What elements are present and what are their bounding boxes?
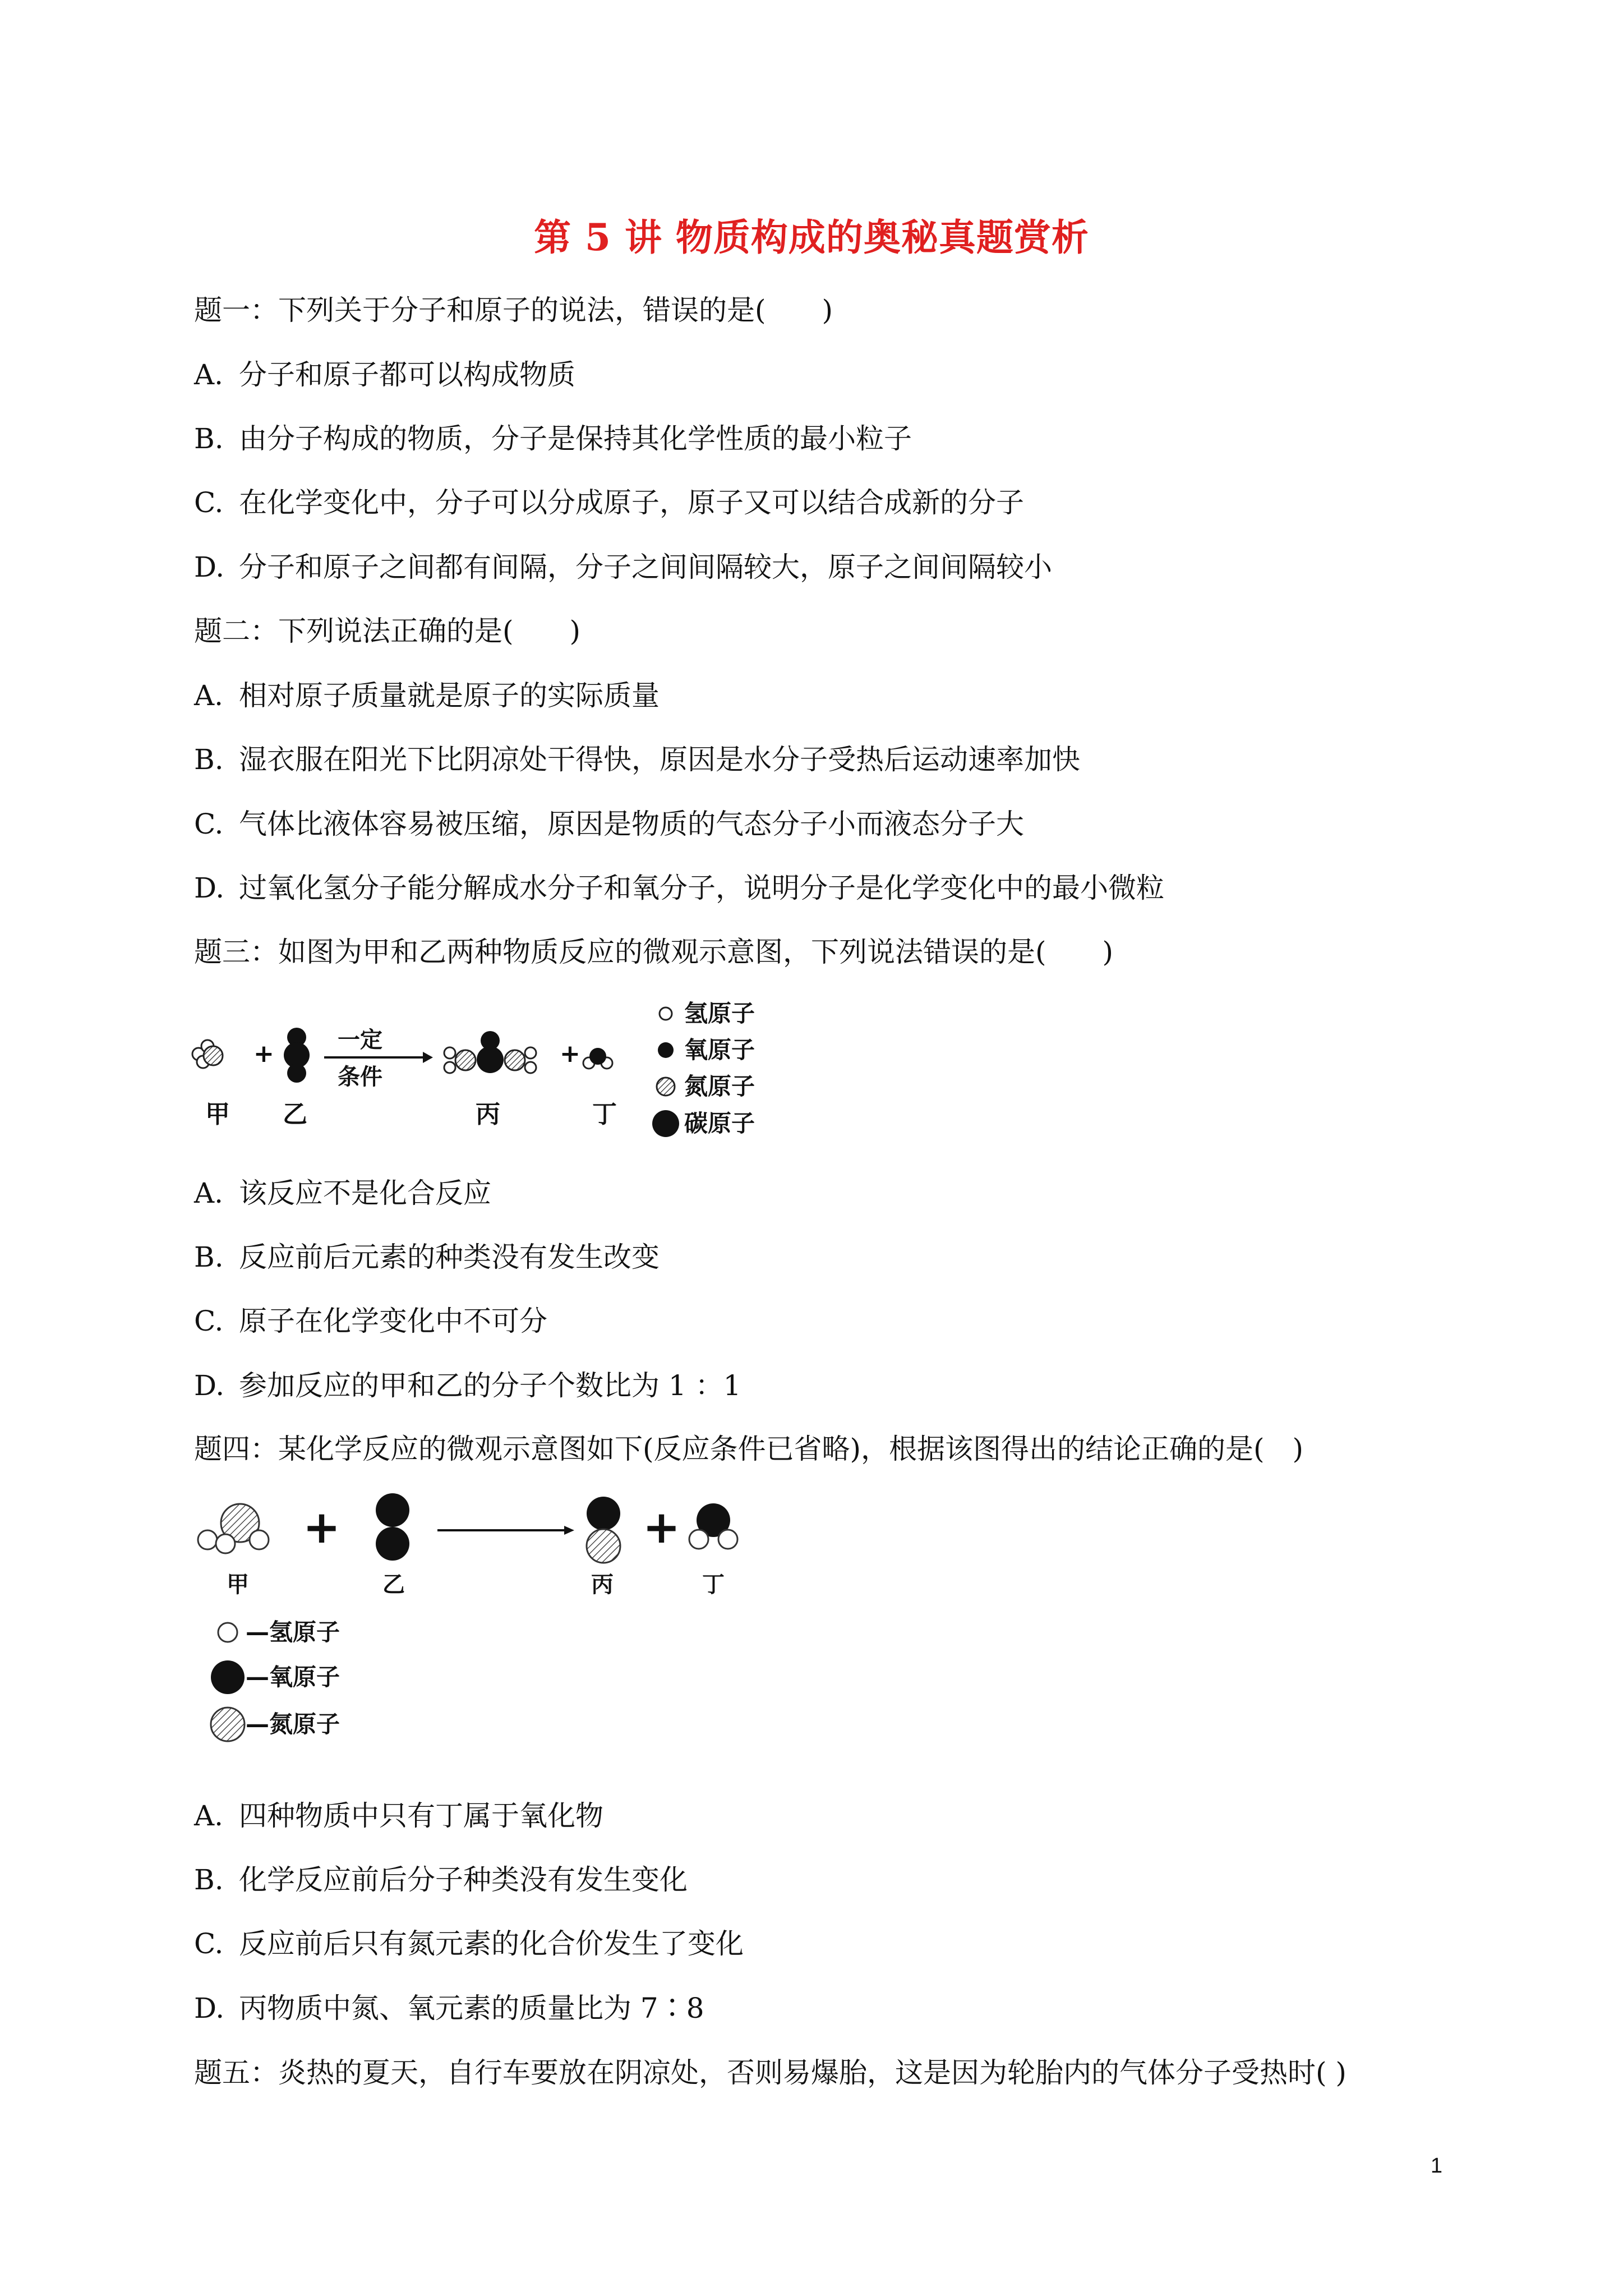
- q4-reaction-arrow: [437, 1526, 574, 1535]
- option-letter: C.: [194, 1927, 224, 1960]
- option-text: 该反应不是化合反应: [239, 1177, 491, 1209]
- legend-label: 碳原子: [684, 1110, 755, 1137]
- option-text: 化学反应前后分子种类没有发生变化: [239, 1864, 688, 1896]
- q3-molecule-yi: [284, 1028, 310, 1083]
- q3-option-c: [194, 1307, 547, 1335]
- option-letter: D.: [194, 872, 225, 904]
- legend-label: 氮原子: [684, 1073, 755, 1100]
- q3-option-d: [194, 1369, 741, 1402]
- q4-molecule-bing: [587, 1497, 620, 1563]
- option-text: 在化学变化中，分子可以分成原子，原子又可以结合成新的分子: [239, 486, 1024, 519]
- legend-label: —氧原子: [246, 1663, 340, 1691]
- option-letter: C.: [194, 486, 224, 519]
- q1-stem: 题一：下列关于分子和原子的说法，错误的是( ): [194, 294, 833, 326]
- option-letter: B.: [194, 1241, 224, 1273]
- q4-label-yi: 乙: [382, 1572, 405, 1598]
- q3-molecule-jia: [192, 1040, 223, 1068]
- q4-option-b: [194, 1866, 688, 1894]
- q4-molecule-jia: [198, 1504, 269, 1553]
- q4-stem: 题四：某化学反应的微观示意图如下(反应条件已省略)，根据该图得出的结论正确的是( ): [194, 1433, 1304, 1465]
- option-letter: D.: [194, 1369, 225, 1402]
- plus-sign: +: [560, 1039, 580, 1068]
- q3-molecule-bing: [444, 1031, 536, 1073]
- option-letter: A.: [194, 358, 224, 391]
- option-text: 分子和原子之间都有间隔，分子之间间隔较大，原子之间间隔较小: [239, 551, 1052, 583]
- q3-arrow-top-text: 一定: [338, 1027, 382, 1053]
- option-letter: D.: [194, 1992, 225, 2024]
- option-text: 参加反应的甲和乙的分子个数比为 1 ：1: [239, 1369, 741, 1402]
- q4-label-ding: 丁: [702, 1572, 725, 1598]
- q3-molecule-ding: [583, 1048, 612, 1069]
- option-text: 原子在化学变化中不可分: [239, 1305, 547, 1337]
- q3-reaction-arrow: [324, 1052, 433, 1063]
- q2-option-b: [194, 743, 1080, 776]
- q3-label-jia: 甲: [205, 1100, 230, 1129]
- q1-option-d: [194, 553, 1052, 581]
- q5-stem: 题五：炎热的夏天，自行车要放在阴凉处，否则易爆胎，这是因为轮胎内的气体分子受热时( ): [194, 2056, 1347, 2089]
- option-letter: A.: [194, 1800, 224, 1832]
- q4-option-c: [194, 1927, 744, 1960]
- page-number: 1: [1430, 2154, 1442, 2178]
- option-letter: B.: [194, 422, 224, 455]
- option-text: 气体比液体容易被压缩，原因是物质的气态分子小而液态分子大: [239, 808, 1024, 840]
- option-text: 分子和原子都可以构成物质: [239, 358, 575, 391]
- q1-option-c: [194, 486, 1024, 519]
- q4-molecule-yi: [376, 1493, 409, 1561]
- plus-sign: +: [303, 1501, 341, 1553]
- option-letter: D.: [194, 551, 225, 583]
- q4-label-bing: 丙: [591, 1572, 614, 1598]
- q4-molecule-ding: [689, 1503, 737, 1549]
- option-letter: A.: [194, 679, 224, 712]
- q3-label-ding: 丁: [592, 1100, 617, 1129]
- legend-label: —氢原子: [246, 1618, 340, 1646]
- plus-sign: +: [643, 1501, 681, 1553]
- q2-option-c: [194, 810, 1024, 838]
- option-text: 反应前后元素的种类没有发生改变: [239, 1241, 660, 1273]
- q3-arrow-bottom-text: 条件: [338, 1064, 382, 1090]
- option-text: 相对原子质量就是原子的实际质量: [239, 679, 660, 712]
- legend-label: —氮原子: [246, 1710, 340, 1738]
- q4-label-jia: 甲: [227, 1572, 249, 1598]
- q3-label-yi: 乙: [283, 1100, 307, 1129]
- option-text: 过氧化氢分子能分解成水分子和氧分子，说明分子是化学变化中的最小微粒: [239, 872, 1164, 904]
- q1-option-b: [194, 422, 912, 455]
- q2-option-a: [194, 679, 660, 712]
- option-letter: C.: [194, 808, 224, 840]
- option-text: 四种物质中只有丁属于氧化物: [239, 1800, 603, 1832]
- option-text: 由分子构成的物质，分子是保持其化学性质的最小粒子: [239, 422, 912, 455]
- option-text: 丙物质中氮、氧元素的质量比为 7∶8: [239, 1992, 704, 2024]
- q3-stem: 题三：如图为甲和乙两种物质反应的微观示意图，下列说法错误的是( ): [194, 936, 1114, 968]
- q3-legend: [652, 1000, 755, 1137]
- page-title: 第 5 讲 物质构成的奥秘真题赏析: [534, 215, 1089, 259]
- q4-legend: [208, 1610, 409, 1758]
- q2-option-d: [194, 874, 1164, 902]
- q1-option-a: [194, 358, 575, 391]
- option-letter: B.: [194, 743, 224, 776]
- option-letter: B.: [194, 1864, 224, 1896]
- option-text: 湿衣服在阳光下比阴凉处干得快，原因是水分子受热后运动速率加快: [239, 743, 1080, 776]
- q4-option-d: [194, 1994, 704, 2022]
- q4-option-a: [194, 1802, 603, 1830]
- option-letter: C.: [194, 1305, 224, 1337]
- q3-option-b: [194, 1243, 660, 1271]
- legend-label: 氢原子: [684, 1000, 755, 1027]
- q3-reaction-diagram: [191, 996, 796, 1149]
- q3-option-a: [194, 1179, 491, 1207]
- option-letter: A.: [194, 1177, 224, 1209]
- legend-label: 氧原子: [684, 1036, 755, 1064]
- plus-sign: +: [253, 1039, 274, 1068]
- q2-stem: 题二：下列说法正确的是( ): [194, 615, 581, 647]
- q3-label-bing: 丙: [476, 1100, 500, 1129]
- option-text: 反应前后只有氮元素的化合价发生了变化: [239, 1927, 744, 1960]
